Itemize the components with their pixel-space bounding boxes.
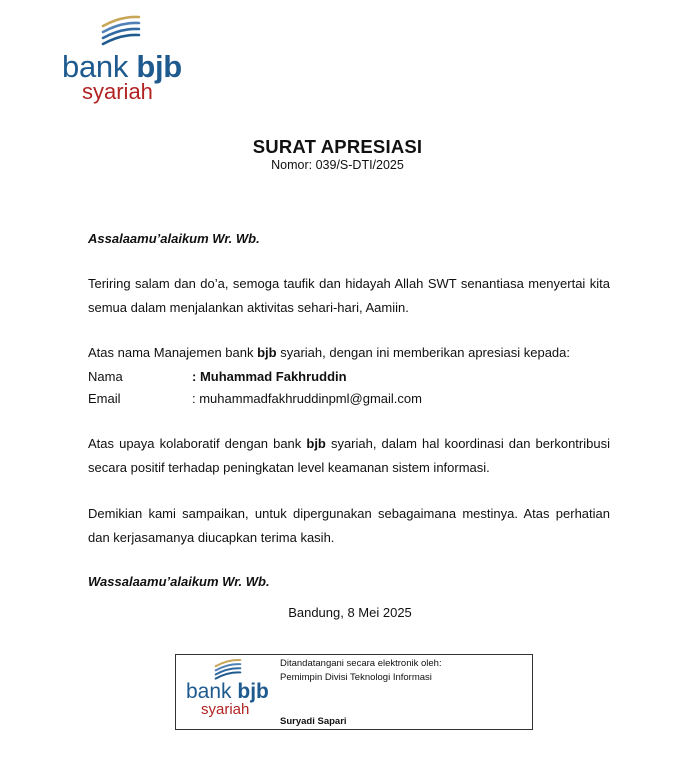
recipient-email-row (88, 388, 422, 410)
signature-logo-syariah: syariah (201, 701, 250, 718)
bank-bjb-syariah-logo (62, 14, 202, 104)
name-label: Nama (88, 369, 123, 384)
email-label: Email (88, 391, 121, 406)
signature-note: Ditandatangani secara elektronik oleh: (280, 658, 442, 669)
email-value: : muhammadfakhruddinpml@gmail.com (192, 391, 422, 406)
logo-wordmark: bank bjb (62, 49, 182, 84)
letter-title: SURAT APRESIASI (252, 136, 423, 157)
signature-logo (186, 658, 282, 724)
name-value: : Muhammad Fakhruddin (192, 369, 347, 384)
signer-position: Pemimpin Divisi Teknologi Informasi (280, 672, 432, 683)
paragraph-appreciation-intro: Atas nama Manajemen bank bjb syariah, dengan ini memberikan apresiasi kepada: (88, 345, 570, 360)
place-date: Bandung, 8 Mei 2025 (288, 605, 412, 620)
paragraph-closing: Demikian kami sampaikan, untuk dipergunakan sebagaimana mestinya. Atas perhatian dan kerjasamanya diucapkan terima kasih. (88, 506, 610, 545)
logo-stripes-icon (100, 14, 142, 46)
electronic-signature-box (175, 654, 533, 730)
logo-stripes-icon (213, 658, 243, 680)
signature-logo-wordmark: bank bjb (186, 680, 269, 703)
signer-name: Suryadi Sapari (280, 716, 347, 727)
letter-number: Nomor: 039/S-DTI/2025 (271, 158, 404, 172)
logo-syariah: syariah (82, 79, 153, 104)
paragraph-contribution: Atas upaya kolaboratif dengan bank bjb syariah, dalam hal koordinasi dan berkontribusi secara positif terhadap peningkatan level keamanan sistem informasi. (88, 436, 610, 475)
paragraph-opening: Teriring salam dan do’a, semoga taufik dan hidayah Allah SWT senantiasa menyertai kita semua dalam menjalankan aktivitas sehari-hari, Aamiin. (88, 276, 610, 315)
opening-greeting: Assalaamu’alaikum Wr. Wb. (88, 231, 260, 246)
closing-greeting: Wassalaamu’alaikum Wr. Wb. (88, 574, 270, 589)
recipient-name-row (88, 366, 347, 388)
